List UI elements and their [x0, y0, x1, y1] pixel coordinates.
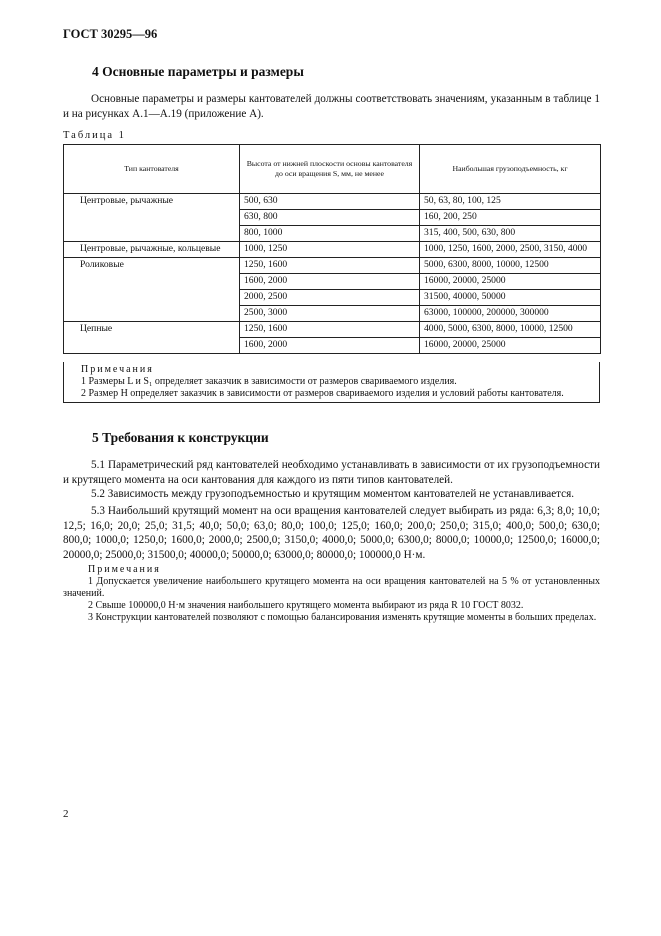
cell-capacity: 160, 200, 250	[420, 210, 601, 226]
section-5-1: 5.1 Параметрический ряд кантователей необходимо устанавливать в зависимости от их грузоподъемности и крутящего момента на оси кантования для каждого из пяти типов кантователей.	[63, 459, 600, 486]
section-5-note: 3 Конструкции кантователей позволяют с помощью балансирования изменять крутящие моменты в больших пределах.	[88, 612, 597, 623]
cell-type: Цепные	[64, 322, 240, 354]
cell-capacity: 315, 400, 500, 630, 800	[420, 226, 601, 242]
parameters-table	[63, 144, 601, 354]
cell-capacity: 4000, 5000, 6300, 8000, 10000, 12500	[420, 322, 601, 338]
cell-height: 1600, 2000	[240, 338, 420, 354]
section-5-note: 2 Свыше 100000,0 Н·м значения наибольшего крутящего момента выбирают из ряда R 10 ГОСТ 8032.	[88, 600, 524, 611]
cell-capacity: 16000, 20000, 25000	[420, 338, 601, 354]
cell-capacity: 16000, 20000, 25000	[420, 274, 601, 290]
page-number: 2	[63, 808, 69, 820]
document-header: ГОСТ 30295—96	[63, 27, 158, 41]
table-row	[64, 194, 601, 210]
cell-capacity: 5000, 6300, 8000, 10000, 12500	[420, 258, 601, 274]
cell-height: 1250, 1600	[240, 258, 420, 274]
cell-height: 1000, 1250	[240, 242, 420, 258]
cell-height: 2500, 3000	[240, 306, 420, 322]
table-caption: Таблица 1	[63, 130, 126, 141]
table-row	[64, 242, 601, 258]
table-notes	[63, 362, 600, 403]
section-5-3: 5.3 Наибольший крутящий момент на оси вращения кантователей следует выбирать из ряда: 6,3; 8,0; 10,0; 12,5; 16,0; 20,0; 25,0; 31,5; 40,0; 50,0; 63,0; 80,0; 100,0; 125,0; 160,0; 200,0; 250,0; 315,0; 400,0; 500,0; 630,0; 800,0; 1000,0; 1250,0; 1600,0; 2000,0; 2500,0; 3150,0; 4000,0; 5000,0; 6300,0; 8000,0; 10000,0; 12500,0; 16000,0; 20000,0; 25000,0; 31500,0; 40000,0; 50000,0; 63000,0; 80000,0; 100000,0 Н·м.	[63, 505, 600, 561]
table-row	[64, 258, 601, 274]
cell-capacity: 1000, 1250, 1600, 2000, 2500, 3150, 4000	[420, 242, 601, 258]
section-5-2: 5.2 Зависимость между грузоподъемностью и крутящим моментом кантователей не устанавливается.	[91, 488, 575, 500]
header-capacity: Наибольшая грузоподъемность, кг	[420, 145, 601, 194]
cell-height: 630, 800	[240, 210, 420, 226]
section-5-notes-title: Примечания	[88, 564, 161, 575]
cell-height: 500, 630	[240, 194, 420, 210]
header-type: Тип кантователя	[64, 145, 240, 194]
table-notes-title: Примечания	[81, 364, 154, 375]
cell-height: 1600, 2000	[240, 274, 420, 290]
cell-type: Центровые, рычажные	[64, 194, 240, 242]
table-note: 2 Размер H определяет заказчик в зависимости от размеров свариваемого изделия и условий работы кантователя.	[81, 388, 564, 399]
cell-height: 800, 1000	[240, 226, 420, 242]
cell-height: 2000, 2500	[240, 290, 420, 306]
section-5-title: 5 Требования к конструкции	[92, 430, 269, 445]
cell-height: 1250, 1600	[240, 322, 420, 338]
cell-capacity: 50, 63, 80, 100, 125	[420, 194, 601, 210]
table-note: 1 Размеры L и S₁ определяет заказчик в зависимости от размеров свариваемого изделия.	[81, 376, 457, 387]
cell-capacity: 31500, 40000, 50000	[420, 290, 601, 306]
cell-capacity: 63000, 100000, 200000, 300000	[420, 306, 601, 322]
cell-type: Центровые, рычажные, кольцевые	[64, 242, 240, 258]
table-header-row	[64, 145, 601, 194]
section-4-text: Основные параметры и размеры кантователей должны соответствовать значениям, указанным в таблице 1 и на рисунках А.1—А.19 (приложение А).	[63, 93, 600, 120]
section-4-title: 4 Основные параметры и размеры	[92, 64, 304, 79]
section-5-note: 1 Допускается увеличение наибольшего крутящего момента на оси вращения кантователей на 5 % от установленных значений.	[63, 576, 600, 599]
header-height: Высота от нижней плоскости основы кантователя до оси вращения S, мм, не менее	[240, 145, 420, 194]
section-5-notes	[63, 564, 600, 624]
cell-type: Роликовые	[64, 258, 240, 322]
table-row	[64, 322, 601, 338]
